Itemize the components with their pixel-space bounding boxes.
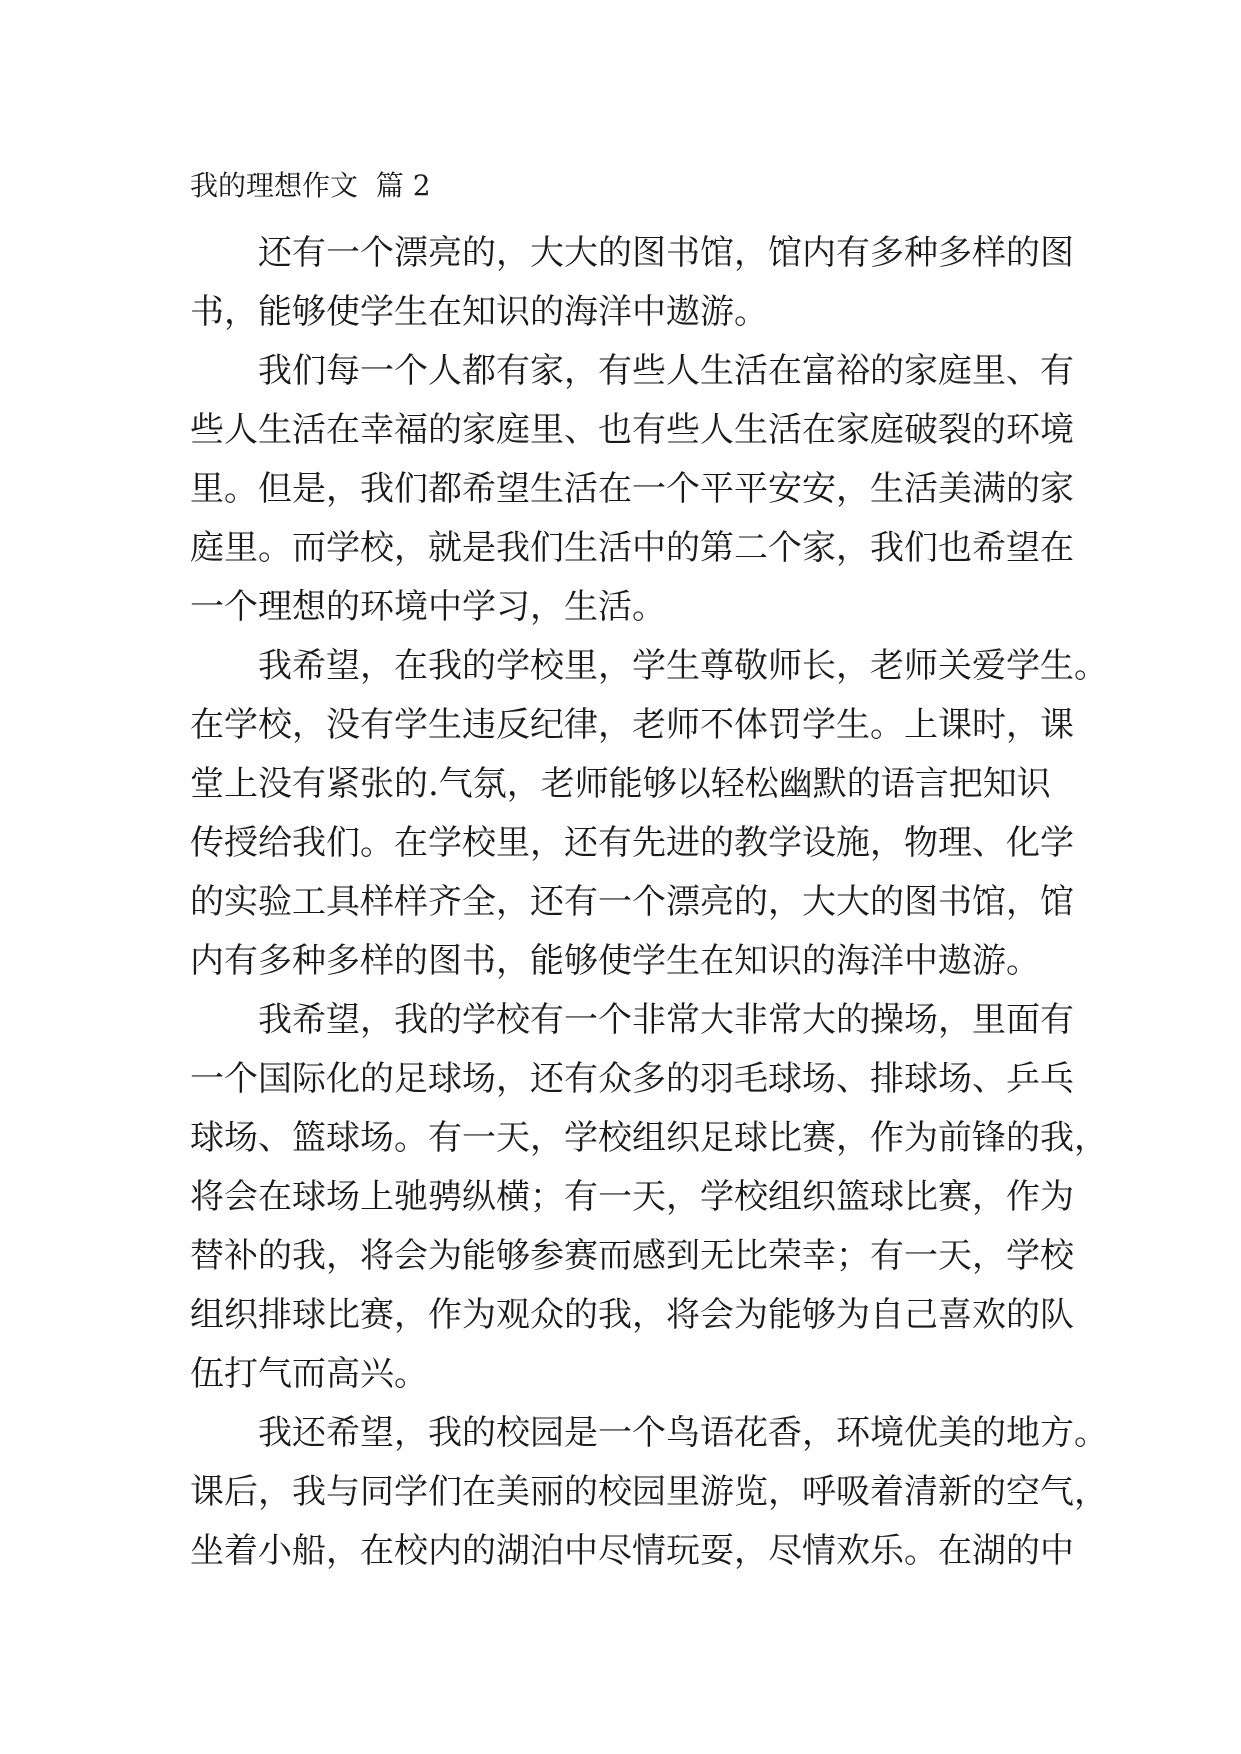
paragraph-line: 我们每一个人都有家，有些人生活在富裕的家庭里、有 xyxy=(258,351,1074,391)
paragraph-line: 一个理想的环境中学习，生活。 xyxy=(190,587,666,627)
paragraph-line: 在学校，没有学生违反纪律，老师不体罚学生。上课时，课 xyxy=(190,705,1074,745)
paragraph-line: 庭里。而学校，就是我们生活中的第二个家，我们也希望在 xyxy=(190,528,1074,568)
document-title: 我的理想作文 篇 2 xyxy=(190,169,431,202)
paragraph-line: 一个国际化的足球场，还有众多的羽毛球场、排球场、乒乓 xyxy=(190,1059,1074,1099)
paragraph-line: 传授给我们。在学校里，还有先进的教学设施，物理、化学 xyxy=(190,823,1074,863)
paragraph-line: 替补的我，将会为能够参赛而感到无比荣幸；有一天，学校 xyxy=(190,1236,1074,1276)
essay-body xyxy=(190,224,1108,1581)
paragraph-line: 堂上没有紧张的.气氛，老师能够以轻松幽默的语言把知识 xyxy=(190,764,1051,804)
paragraph-line: 的实验工具样样齐全，还有一个漂亮的，大大的图书馆，馆 xyxy=(190,882,1074,922)
paragraph xyxy=(190,1404,1108,1581)
paragraph-line: 将会在球场上驰骋纵横；有一天，学校组织篮球比赛，作为 xyxy=(190,1177,1074,1217)
paragraph-line: 些人生活在幸福的家庭里、也有些人生活在家庭破裂的环境 xyxy=(190,410,1074,450)
paragraph-line: 内有多种多样的图书，能够使学生在知识的海洋中遨游。 xyxy=(190,941,1040,981)
paragraph-line: 伍打气而高兴。 xyxy=(190,1354,428,1394)
paragraph xyxy=(190,637,1108,991)
paragraph-line: 课后，我与同学们在美丽的校园里游览，呼吸着清新的空气， xyxy=(190,1472,1108,1512)
paragraph xyxy=(190,224,1074,342)
paragraph-line: 坐着小船，在校内的湖泊中尽情玩耍，尽情欢乐。在湖的中 xyxy=(190,1531,1074,1571)
paragraph-line: 组织排球比赛，作为观众的我，将会为能够为自己喜欢的队 xyxy=(190,1295,1074,1335)
paragraph-line: 书，能够使学生在知识的海洋中遨游。 xyxy=(190,292,768,332)
paragraph xyxy=(190,991,1108,1404)
paragraph-line: 我希望，我的学校有一个非常大非常大的操场，里面有 xyxy=(258,1000,1074,1040)
paragraph-line: 里。但是，我们都希望生活在一个平平安安，生活美满的家 xyxy=(190,469,1074,509)
paragraph xyxy=(190,342,1074,637)
paragraph-line: 我还希望，我的校园是一个鸟语花香，环境优美的地方。 xyxy=(258,1413,1108,1453)
paragraph-line: 还有一个漂亮的，大大的图书馆，馆内有多种多样的图 xyxy=(258,233,1074,273)
paragraph-line: 我希望，在我的学校里，学生尊敬师长，老师关爱学生。 xyxy=(258,646,1108,686)
paragraph-line: 球场、篮球场。有一天，学校组织足球比赛，作为前锋的我， xyxy=(190,1118,1108,1158)
